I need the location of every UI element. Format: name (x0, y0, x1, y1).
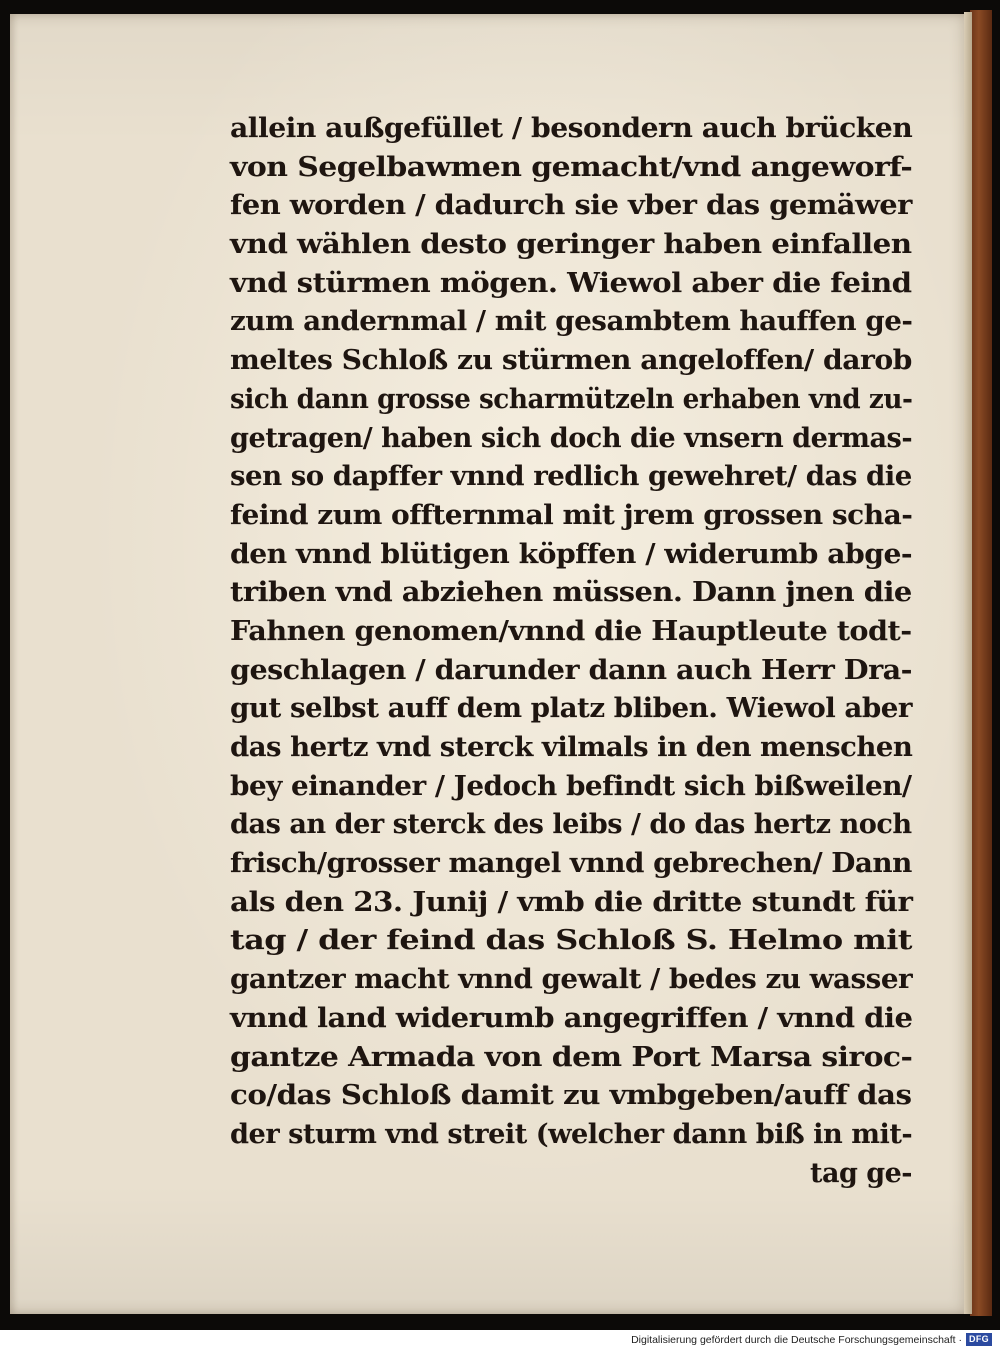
text-line: gantze Armada von dem Port Marsa siroc- (230, 1041, 913, 1073)
text-line: der sturm vnd streit (welcher dann biß in mit- (230, 1118, 913, 1150)
text-line: fen worden / dadurch sie vber das gemäwer (230, 190, 912, 222)
text-line: gantzer macht vnnd gewalt / bedes zu wasser (230, 964, 913, 996)
text-line: tag / der feind das Schloß S. Helmo mit (230, 925, 912, 957)
text-line: als den 23. Junij / vmb die dritte stundt für (230, 886, 913, 918)
text-line: sich dann grosse scharmützeln erhaben vnd zu- (230, 383, 913, 415)
page-text-block (230, 110, 912, 1193)
footer-bar (0, 1330, 1000, 1351)
text-line: co/das Schloß damit zu vmbgeben/auff das (230, 1080, 912, 1112)
text-line: geschlagen / darunder dann auch Herr Dra- (230, 654, 913, 686)
text-line: sen so dapffer vnnd redlich gewehret/ das die (230, 461, 912, 493)
text-line: das hertz vnd sterck vilmals in den menschen (230, 732, 913, 763)
text-line: allein außgefüllet / besondern auch brücken (230, 113, 913, 144)
text-line: gut selbst auff dem platz bliben. Wiewol aber (230, 693, 912, 725)
text-line: getragen/ haben sich doch die vnsern dermas- (230, 422, 913, 454)
text-line: vnd stürmen mögen. Wiewol aber die feind (230, 267, 912, 299)
text-line: zum andernmal / mit gesambtem hauffen ge- (230, 306, 913, 338)
text-line: von Segelbawmen gemacht/vnd angeworf- (230, 151, 913, 183)
catchword: tag ge- (809, 1157, 912, 1189)
text-line: feind zum offternmal mit jrem grossen scha- (230, 499, 913, 531)
text-line: den vnnd blütigen köpffen / widerumb abge- (230, 538, 913, 570)
book-page (10, 14, 972, 1314)
text-line: triben vnd abziehen müssen. Dann jnen die (230, 577, 912, 609)
text-line: das an der sterck des leibs / do das hertz noch (230, 809, 912, 841)
text-line: vnnd land widerumb angegriffen / vnnd die (230, 1002, 913, 1034)
text-line: meltes Schloß zu stürmen angeloffen/ darob (230, 345, 912, 377)
text-line: vnd wählen desto geringer haben einfallen (230, 229, 912, 261)
text-line: bey einander / Jedoch befindt sich bißweilen/ (230, 770, 912, 802)
text-line: frisch/grosser mangel vnnd gebrechen/ Dann (230, 848, 912, 880)
funding-credit: Digitalisierung gefördert durch die Deutsche Forschungsgemeinschaft · (631, 1334, 962, 1346)
book-edge (970, 10, 992, 1316)
text-line: Fahnen genomen/vnnd die Hauptleute todt- (230, 615, 912, 647)
page-edge-shadow (964, 12, 972, 1314)
dfg-logo-icon: DFG (966, 1333, 992, 1346)
